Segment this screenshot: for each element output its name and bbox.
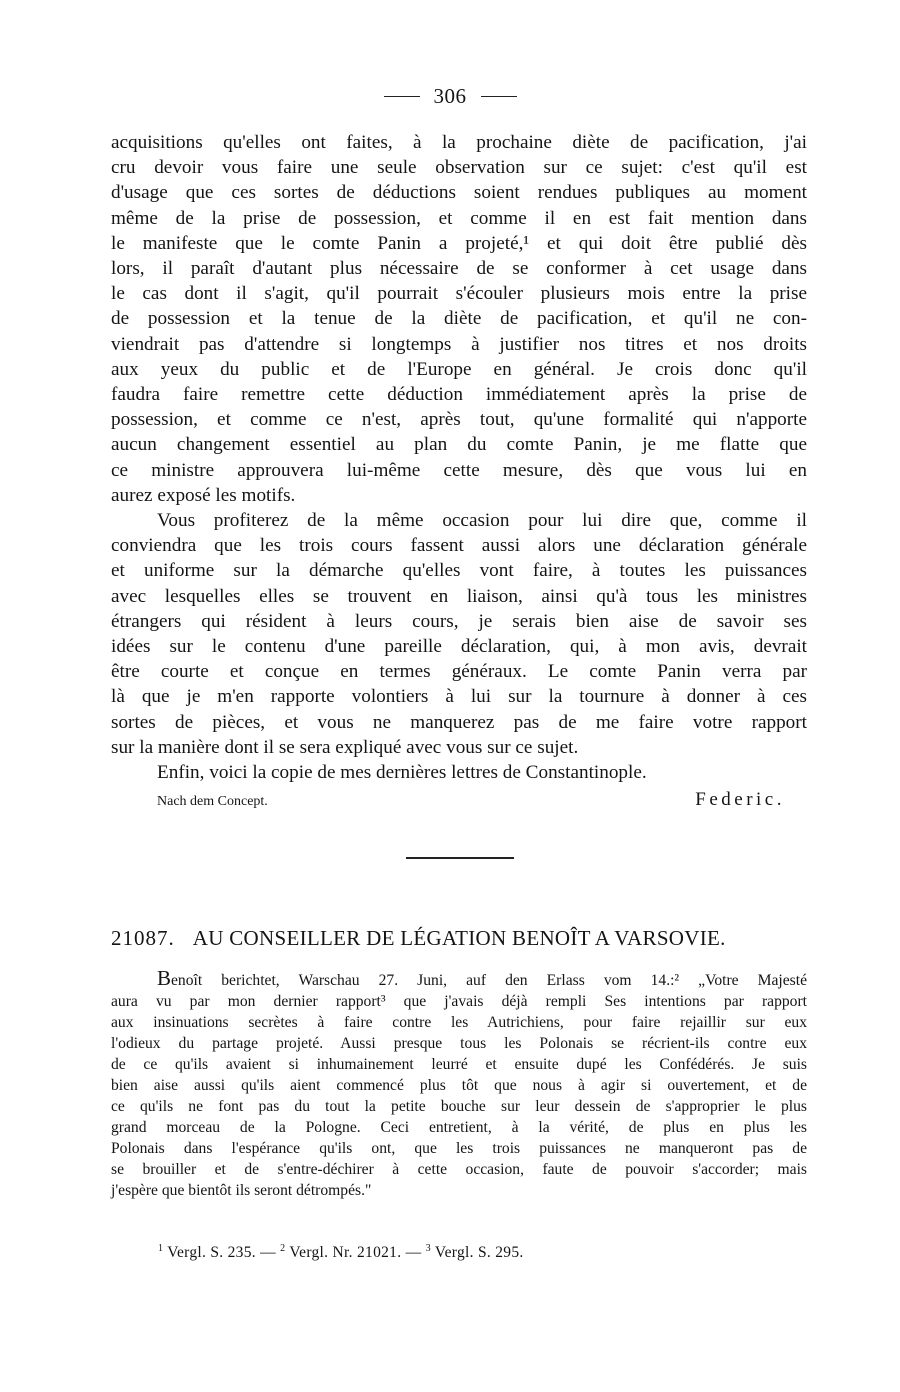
- letter-line: de possession et la tenue de la diète de pacification, et qu'il ne con-: [111, 308, 807, 330]
- footnote-separator: —: [260, 1244, 276, 1262]
- letter-line: idées sur le contenu d'une pareille déclaration, qui, à mon avis, devrait: [111, 636, 807, 658]
- footnote-marker: 2: [280, 1243, 286, 1254]
- letter-line: là que je m'en rapporte volontiers à lui sur la tournure à donner à ces: [111, 686, 807, 708]
- footnote-marker: 1: [158, 1243, 164, 1254]
- report-line: [111, 968, 807, 991]
- letter-body: [111, 130, 807, 814]
- report-line: bien aise aussi qu'ils aient commencé plus tôt que nous à agir si ouvertement, et de: [111, 1077, 807, 1094]
- letter-line: sortes de pièces, et vous ne manquerez pas de me faire votre rapport: [111, 711, 807, 733]
- report-line: aura vu par mon dernier rapport³ que j'avais déjà rempli Ses intentions par rapport: [111, 993, 807, 1010]
- report-body: [111, 968, 807, 1201]
- letter-line: Vous profiterez de la même occasion pour lui dire que, comme il: [157, 510, 807, 532]
- report-line: Polonais dans l'espérance qu'ils ont, que les trois puissances ne manqueront pas de: [111, 1140, 807, 1157]
- letter-line: même de la prise de possession, et comme il en est fait mention dans: [111, 207, 807, 229]
- letter-line: Enfin, voici la copie de mes dernières lettres de Constantinople.: [157, 762, 647, 784]
- page-number: 306: [433, 84, 467, 108]
- letter-line: sur la manière dont il se sera expliqué avec vous sur ce sujet.: [111, 736, 579, 758]
- report-line: l'odieux du partage projeté. Aussi presque tous les Polonais se récrient-ils contre eux: [111, 1035, 807, 1052]
- report-line: grand morceau de la Pologne. Ceci entretient, à la vérité, de plus en plus les: [111, 1119, 807, 1136]
- footnote-separator: —: [405, 1244, 422, 1262]
- document-title: AU CONSEILLER DE LÉGATION BENOÎT A VARSOVIE.: [192, 926, 726, 950]
- letter-line: le cas dont il s'agit, qu'il pourrait s'écouler plusieurs mois entre la prise: [111, 283, 807, 305]
- letter-closing: [111, 787, 807, 814]
- footnotes: [158, 1243, 524, 1262]
- report-line: j'espère que bientôt ils seront détrompés.": [111, 1182, 372, 1199]
- footnote-text: Vergl. S. 295.: [434, 1244, 524, 1262]
- letter-line: aucun changement essentiel au plan du comte Panin, je me flatte que: [111, 434, 807, 456]
- letter-line: ce ministre approuvera lui-même cette mesure, dès que vous lui en: [111, 459, 807, 481]
- letter-line: aux yeux du public et de l'Europe en général. Je crois donc qu'il: [111, 358, 807, 380]
- document-heading: [111, 926, 807, 951]
- signature: Federic.: [695, 789, 785, 811]
- header-rule-left: [384, 96, 420, 98]
- letter-line: le manifeste que le comte Panin a projeté,¹ et qui doit être publié dès: [111, 232, 807, 254]
- report-line: ce qu'ils ne font pas du tout la petite bouche sur leur dessein de s'approprier le plus: [111, 1098, 807, 1115]
- footnote-text: Vergl. S. 235.: [167, 1244, 256, 1262]
- letter-line: acquisitions qu'elles ont faites, à la prochaine diète de pacification, j'ai: [111, 132, 807, 153]
- header-rule-right: [481, 96, 517, 98]
- letter-line: d'usage que ces sortes de déductions soient rendues publiques au moment: [111, 182, 807, 204]
- report-line: de ce qu'ils avaient si inhumainement leurré et ensuite dupé les Confédérés. Je suis: [111, 1056, 807, 1073]
- footnote-marker: 3: [425, 1243, 431, 1254]
- report-dropcap: B: [157, 966, 172, 990]
- report-line: aux insinuations secrètes à faire contre les Autrichiens, pour faire rejaillir sur eux: [111, 1014, 807, 1031]
- letter-line: avec lesquelles elles se trouvent en liaison, ainsi qu'à tous les ministres: [111, 585, 807, 607]
- letter-line: aurez exposé les motifs.: [111, 484, 296, 506]
- letter-line: lors, il paraît d'autant plus nécessaire de se conformer à cet usage dans: [111, 258, 807, 280]
- letter-line: faudra faire remettre cette déduction immédiatement après la prise de: [111, 384, 807, 406]
- section-divider: [406, 857, 514, 859]
- letter-line: être courte et conçue en termes généraux. Le comte Panin verra par: [111, 661, 807, 683]
- letter-line: cru devoir vous faire une seule observation sur ce sujet: c'est qu'il est: [111, 157, 807, 179]
- letter-line: viendrait pas d'attendre si longtemps à justifier nos titres et nos droits: [111, 333, 807, 355]
- report-line-text: enoît berichtet, Warschau 27. Juni, auf den Erlass vom 14.:² „Votre Majesté: [171, 972, 807, 989]
- letter-line: possession, et comme ce n'est, après tout, qu'une formalité qui n'apporte: [111, 409, 807, 431]
- document-number: 21087.: [111, 926, 175, 950]
- letter-line: étrangers qui résident à leurs cours, je serais bien aise de savoir ses: [111, 610, 807, 632]
- source-note: Nach dem Concept.: [157, 794, 268, 810]
- letter-line: conviendra que les trois cours fassent aussi alors une déclaration générale: [111, 535, 807, 557]
- letter-line: et uniforme sur la démarche qu'elles vont faire, à toutes les puissances: [111, 560, 807, 582]
- footnote-text: Vergl. Nr. 21021.: [289, 1244, 402, 1262]
- report-line: se brouiller et de s'entre-déchirer à cette occasion, faute de pouvoir s'accorder; mais: [111, 1161, 807, 1178]
- page-header: [0, 84, 900, 109]
